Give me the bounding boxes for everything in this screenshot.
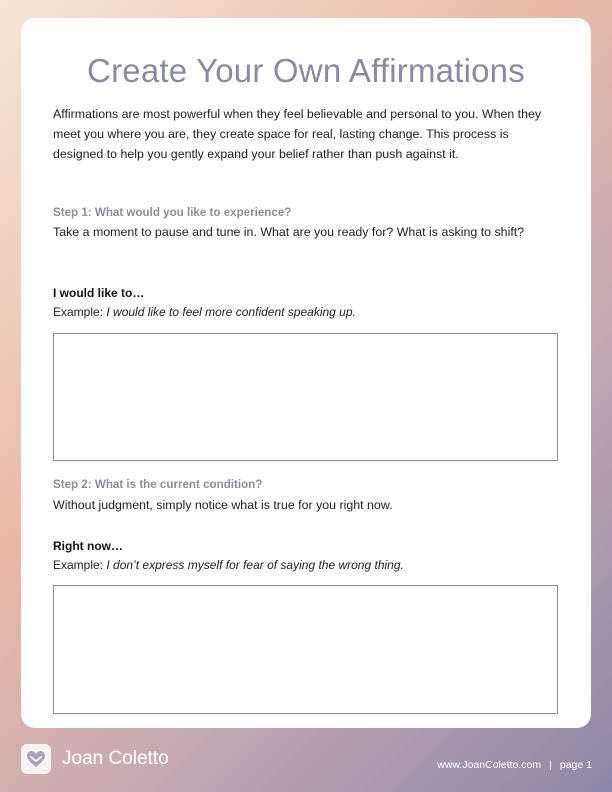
footer-brand-name: Joan Coletto xyxy=(62,748,169,769)
step-1-example-prefix: Example: xyxy=(53,305,104,319)
heart-hands-logo-icon xyxy=(21,744,51,774)
step-2-label: Step 2: What is the current condition? xyxy=(53,478,263,491)
step-1-label: Step 1: What would you like to experience? xyxy=(53,206,292,219)
footer-page-number: page 1 xyxy=(559,759,592,771)
step-1-description: Take a moment to pause and tune in. What are you ready for? What is asking to shift? xyxy=(53,225,525,239)
footer-info xyxy=(437,759,592,771)
step-1-example-text: I would like to feel more confident speaking up. xyxy=(103,305,356,319)
step-2-answer-box[interactable] xyxy=(53,585,558,714)
step-2-example-prefix: Example: xyxy=(53,558,104,572)
step-1-prompt: I would like to… xyxy=(53,286,145,300)
footer-separator: | xyxy=(549,759,552,771)
step-2-description: Without judgment, simply notice what is true for you right now. xyxy=(53,498,393,512)
worksheet-card xyxy=(21,18,591,728)
step-2-example xyxy=(53,558,404,572)
step-2-example-text: I don’t express myself for fear of saying the wrong thing. xyxy=(103,558,404,572)
step-2-prompt: Right now… xyxy=(53,539,123,553)
page-title: Create Your Own Affirmations xyxy=(87,52,525,89)
step-1-answer-box[interactable] xyxy=(53,333,558,461)
step-1-example xyxy=(53,305,356,319)
intro-paragraph: Affirmations are most powerful when they feel believable and personal to you. When they meet you where you are, they create space for real, lasting change. This process is designed to help you gently expand your belief rather than push against it. xyxy=(53,107,542,161)
footer-website-link[interactable]: www.JoanColetto.com xyxy=(437,759,542,771)
